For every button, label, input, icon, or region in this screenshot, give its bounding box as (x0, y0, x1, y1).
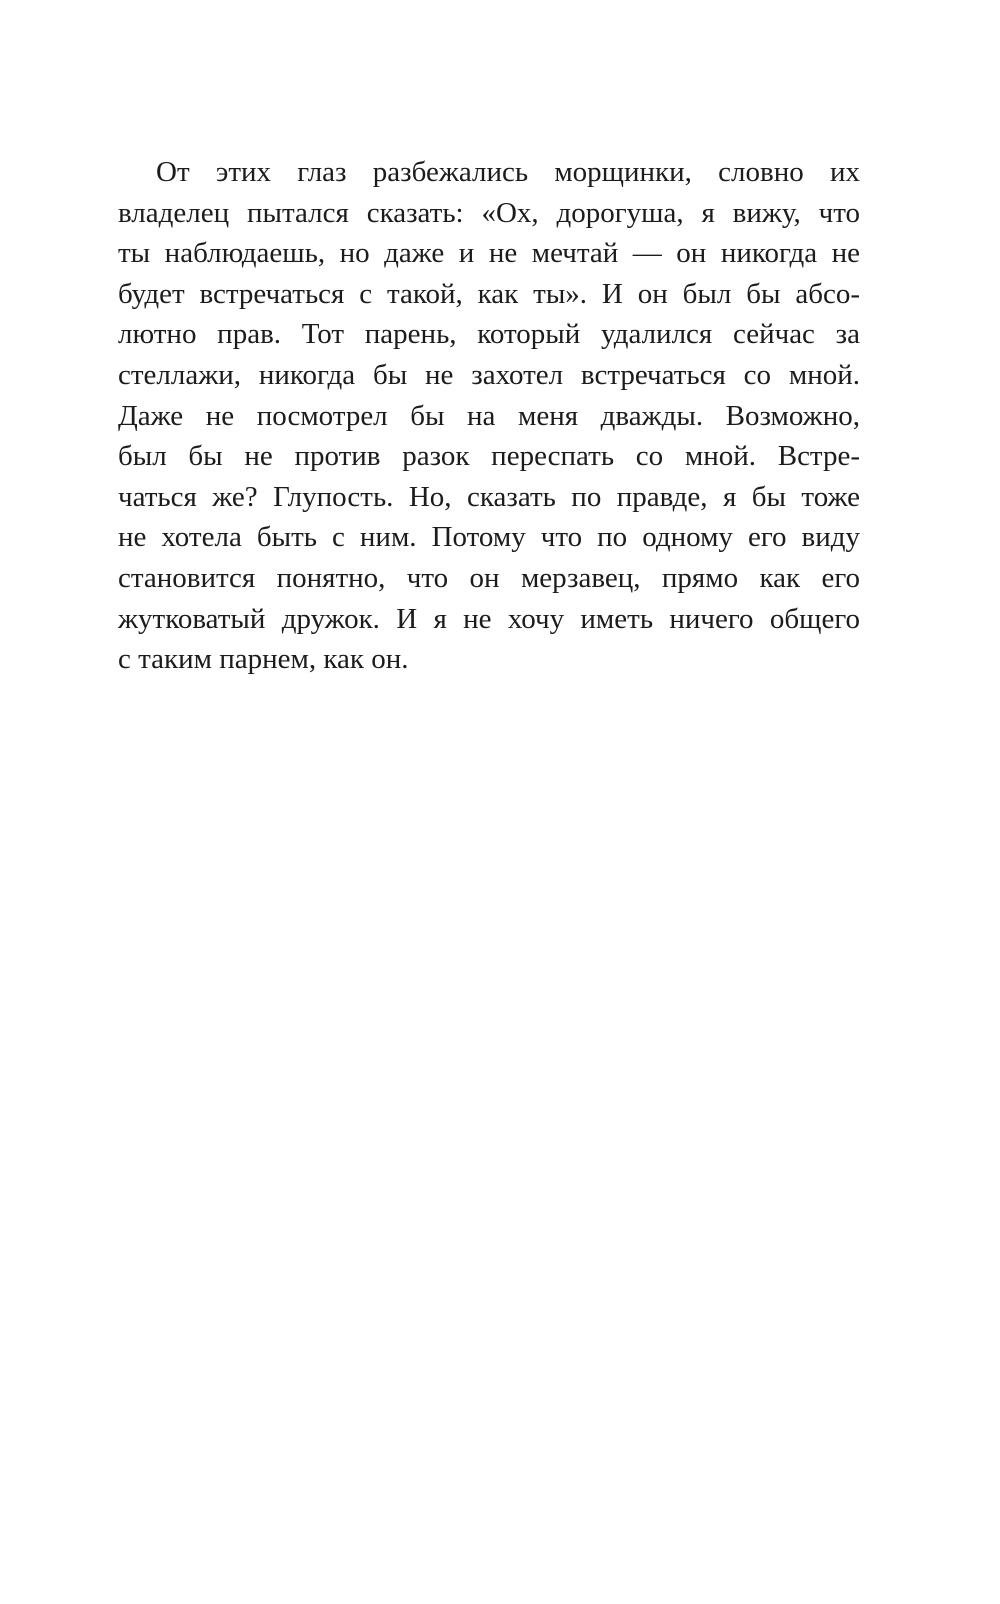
paragraph-line: жутковатый дружок. И я не хочу иметь ничего общего (118, 602, 860, 635)
paragraph-line: с таким парнем, как он. (118, 643, 409, 676)
paragraph-line: был бы не против разок переспать со мной. Встре- (118, 440, 860, 473)
paragraph-line: не хотела быть с ним. Потому что по одному его виду (118, 521, 860, 554)
paragraph-line: лютно прав. Тот парень, который удалился сейчас за (118, 318, 860, 351)
paragraph-line: будет встречаться с такой, как ты». И он был бы абсо- (118, 277, 860, 310)
paragraph-line: становится понятно, что он мерзавец, прямо как его (118, 561, 860, 594)
paragraph (118, 152, 860, 680)
paragraph-line: стеллажи, никогда бы не захотел встречаться со мной. (118, 358, 860, 391)
paragraph-line: От этих глаз разбежались морщинки, словно их (156, 156, 860, 188)
paragraph-line: Даже не посмотрел бы на меня дважды. Возможно, (118, 399, 860, 432)
paragraph-line: ты наблюдаешь, но даже и не мечтай — он никогда не (118, 237, 860, 270)
paragraph-line: владелец пытался сказать: «Ох, дорогуша, я вижу, что (118, 196, 860, 229)
paragraph-line: чаться же? Глупость. Но, сказать по правде, я бы тоже (118, 480, 860, 513)
